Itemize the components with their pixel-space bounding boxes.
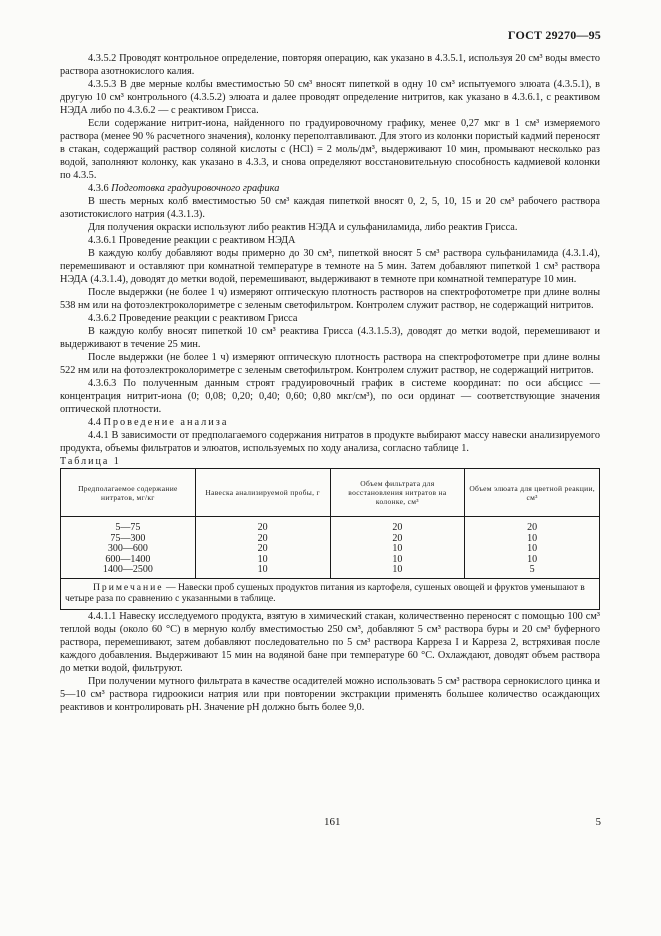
paragraph: В каждую колбу добавляют воды примерно до 30 см³, пипеткой вносят 5 см³ раствора сульфаниламида (4.3.1.4), перемешивают и оставляют при комнатной температуре в темноте на 5 мин. Затем добавляют пипеткой 1 см³ раствора НЭДА (4.3.1.4), доводят до метки водой, перемешивают, выдерживают в темноте при комнатной температуре 10 мин. <box>60 248 600 285</box>
paragraph: Если содержание нитрит-иона, найденного по градуировочному графику, менее 0,27 мкг в 1 см³ измеряемого раствора (менее 90 % расчетного значения), колонку переполтавливают. Для этого из колонки пористый кадмий переносят в стакан, содержащий раствор соляной кислоты c (HCl) = 2 моль/дм³, выдерживают 10 мин, промывают несколько раз водой, заполняют колонку, как указано в 4.3.3, и снова определяют восстановительную способность кадмиевой колонки по 4.3.5. <box>60 118 600 181</box>
table-cell: 20 <box>527 522 538 533</box>
table-cell: 20 <box>257 543 268 554</box>
document-header: ГОСТ 29270—95 <box>507 28 601 42</box>
table-cell: 10 <box>392 553 403 565</box>
paragraph: 4.4.1 В зависимости от предполагаемого содержания нитратов в продукте выбирают массу навески анализируемого продукта, объемы фильтратов и элюатов, используемых по ходу анализа, согласно таблице 1. <box>60 430 600 454</box>
table-cell: 20 <box>257 522 268 533</box>
table-note-row <box>61 578 600 609</box>
note-label: Примечание <box>93 581 164 593</box>
table-column-filtrate-volume <box>330 517 465 579</box>
table-body-row <box>61 517 600 579</box>
table-cell: 10 <box>527 532 538 544</box>
table-cell: 10 <box>257 564 268 575</box>
paragraph: При получении мутного фильтрата в качестве осадителей можно использовать 5 см³ раствора сернокислого цинка и 5—10 см³ раствора гидроокиси натрия или при повторении экстракции применять большее количество осаждающих реактивов и контролировать pH. Значение pH должно быть более 9,0. <box>60 675 600 713</box>
paragraph: 4.3.5.3 В две мерные колбы вместимостью 50 см³ вносят пипеткой в одну 10 см³ испытуемого элюата (4.3.5.1), в другую 10 см³ контрольного (4.3.5.2) элюата и далее проводят определение нитритов, как указано в 4.3.6.1, с реактивом НЭДА либо по 4.3.6.2 — с реактивом Грисса. <box>60 79 600 116</box>
table-cell: 20 <box>392 522 403 533</box>
table-header-cell: Объем элюата для цветной реакции, см³ <box>465 469 600 517</box>
table-column-eluate-volume <box>465 517 600 579</box>
table-cell: 5—75 <box>115 522 141 533</box>
paragraph: 4.4.1.1 Навеску исследуемого продукта, взятую в химический стакан, количественно переносят с помощью 100 см³ теплой воды (около 60 °С) в мерную колбу вместимостью 250 см³, добавляют 5 см³ раствора буры и 20 см³ буферного раствора, перемешивают, затем добавляют последовательно по 5 см³ раствора Карреза I и Карреза 2, встряхивая после каждого добавления. Выдерживают 15 мин на водяной бане при температуре 60 °С. Охлаждают, доводят объем раствора до метки водой, фильтруют. <box>60 610 600 674</box>
paragraph: Для получения окраски используют либо реактив НЭДА и сульфаниламида, либо реактив Грисса. <box>88 222 518 233</box>
section-title: Подготовка градуировочного графика <box>111 183 280 194</box>
section-heading-4-4 <box>60 416 600 429</box>
table-cell: 1400—2500 <box>102 564 153 575</box>
document-body <box>60 52 600 714</box>
table-1 <box>60 468 600 610</box>
table-header-cell: Объем фильтрата для восстановления нитратов на колонке, см³ <box>330 469 465 517</box>
table-cell: 20 <box>392 532 403 544</box>
table-cell: 10 <box>392 564 403 575</box>
table-header-row <box>61 469 600 517</box>
table-note <box>61 578 600 609</box>
table-cell: 300—600 <box>107 543 148 554</box>
subsection-heading: 4.3.6.1 Проведение реакции с реактивом НЭДА <box>88 235 296 246</box>
section-title: Проведение анализа <box>103 417 229 428</box>
table-cell: 10 <box>527 543 538 554</box>
paragraph: 4.3.5.2 Проводят контрольное определение, повторяя операцию, как указано в 4.3.5.1, используя 20 см³ воды вместо раствора азотнокислого калия. <box>60 53 600 77</box>
table-cell: 600—1400 <box>105 553 151 565</box>
paragraph: В каждую колбу вносят пипеткой 10 см³ реактива Грисса (4.3.1.5.3), доводят до метки водой, перемешивают и выдерживают в течение 25 мин. <box>60 326 600 350</box>
table-cell: 75—300 <box>110 532 146 544</box>
page-number: 161 <box>324 816 341 828</box>
section-heading-4-3-6 <box>60 182 600 195</box>
table-cell: 10 <box>257 553 268 565</box>
note-text: — Навески проб сушеных продуктов питания из картофеля, сушеных овощей и фруктов уменьшают в четыре раза по сравнению с указанными в таблице. <box>65 581 585 604</box>
section-number: 4.3.6 <box>88 183 109 194</box>
subsection-heading: 4.3.6.2 Проведение реакции с реактивом Грисса <box>88 313 298 324</box>
table-cell: 10 <box>527 553 538 565</box>
table-column-content <box>61 517 196 579</box>
table-header-cell: Предполагаемое содержание нитратов, мг/кг <box>61 469 196 517</box>
paragraph: В шесть мерных колб вместимостью 50 см³ каждая пипеткой вносят 0, 2, 5, 10, 15 и 20 см³ рабочего раствора азотистокислого натрия (4.3.1.3). <box>60 196 600 220</box>
table-cell: 10 <box>392 543 403 554</box>
table-caption: Таблица 1 <box>60 456 121 467</box>
table-cell: 5 <box>529 564 535 575</box>
paragraph: После выдержки (не более 1 ч) измеряют оптическую плотность раствора на спектрофотометре при длине волны 522 нм или на фотоэлектроколориметре с зеленым светофильтром. Контролем служит раствор, не содержащий нитритов. <box>60 352 600 376</box>
table-header-cell: Навеска анализируемой пробы, г <box>195 469 330 517</box>
table-column-sample-mass <box>195 517 330 579</box>
paragraph: После выдержки (не более 1 ч) измеряют оптическую плотность растворов на спектрофотометре при длине волны 538 нм или на фотоэлектроколориметре с зеленым светофильтром. Контролем служит раствор, не содержащий нитритов. <box>60 287 600 311</box>
sheet-number: 5 <box>595 816 601 828</box>
table-cell: 20 <box>257 532 268 544</box>
section-number: 4.4 <box>88 417 101 428</box>
paragraph: 4.3.6.3 По полученным данным строят градуировочный график в системе координат: по оси абсцисс — концентрация нитрит-иона (0; 0,08; 0,20; 0,40; 0,60; 0,80 мкг/см³), по оси ординат — соответствующие значения оптической плотности. <box>60 378 600 415</box>
